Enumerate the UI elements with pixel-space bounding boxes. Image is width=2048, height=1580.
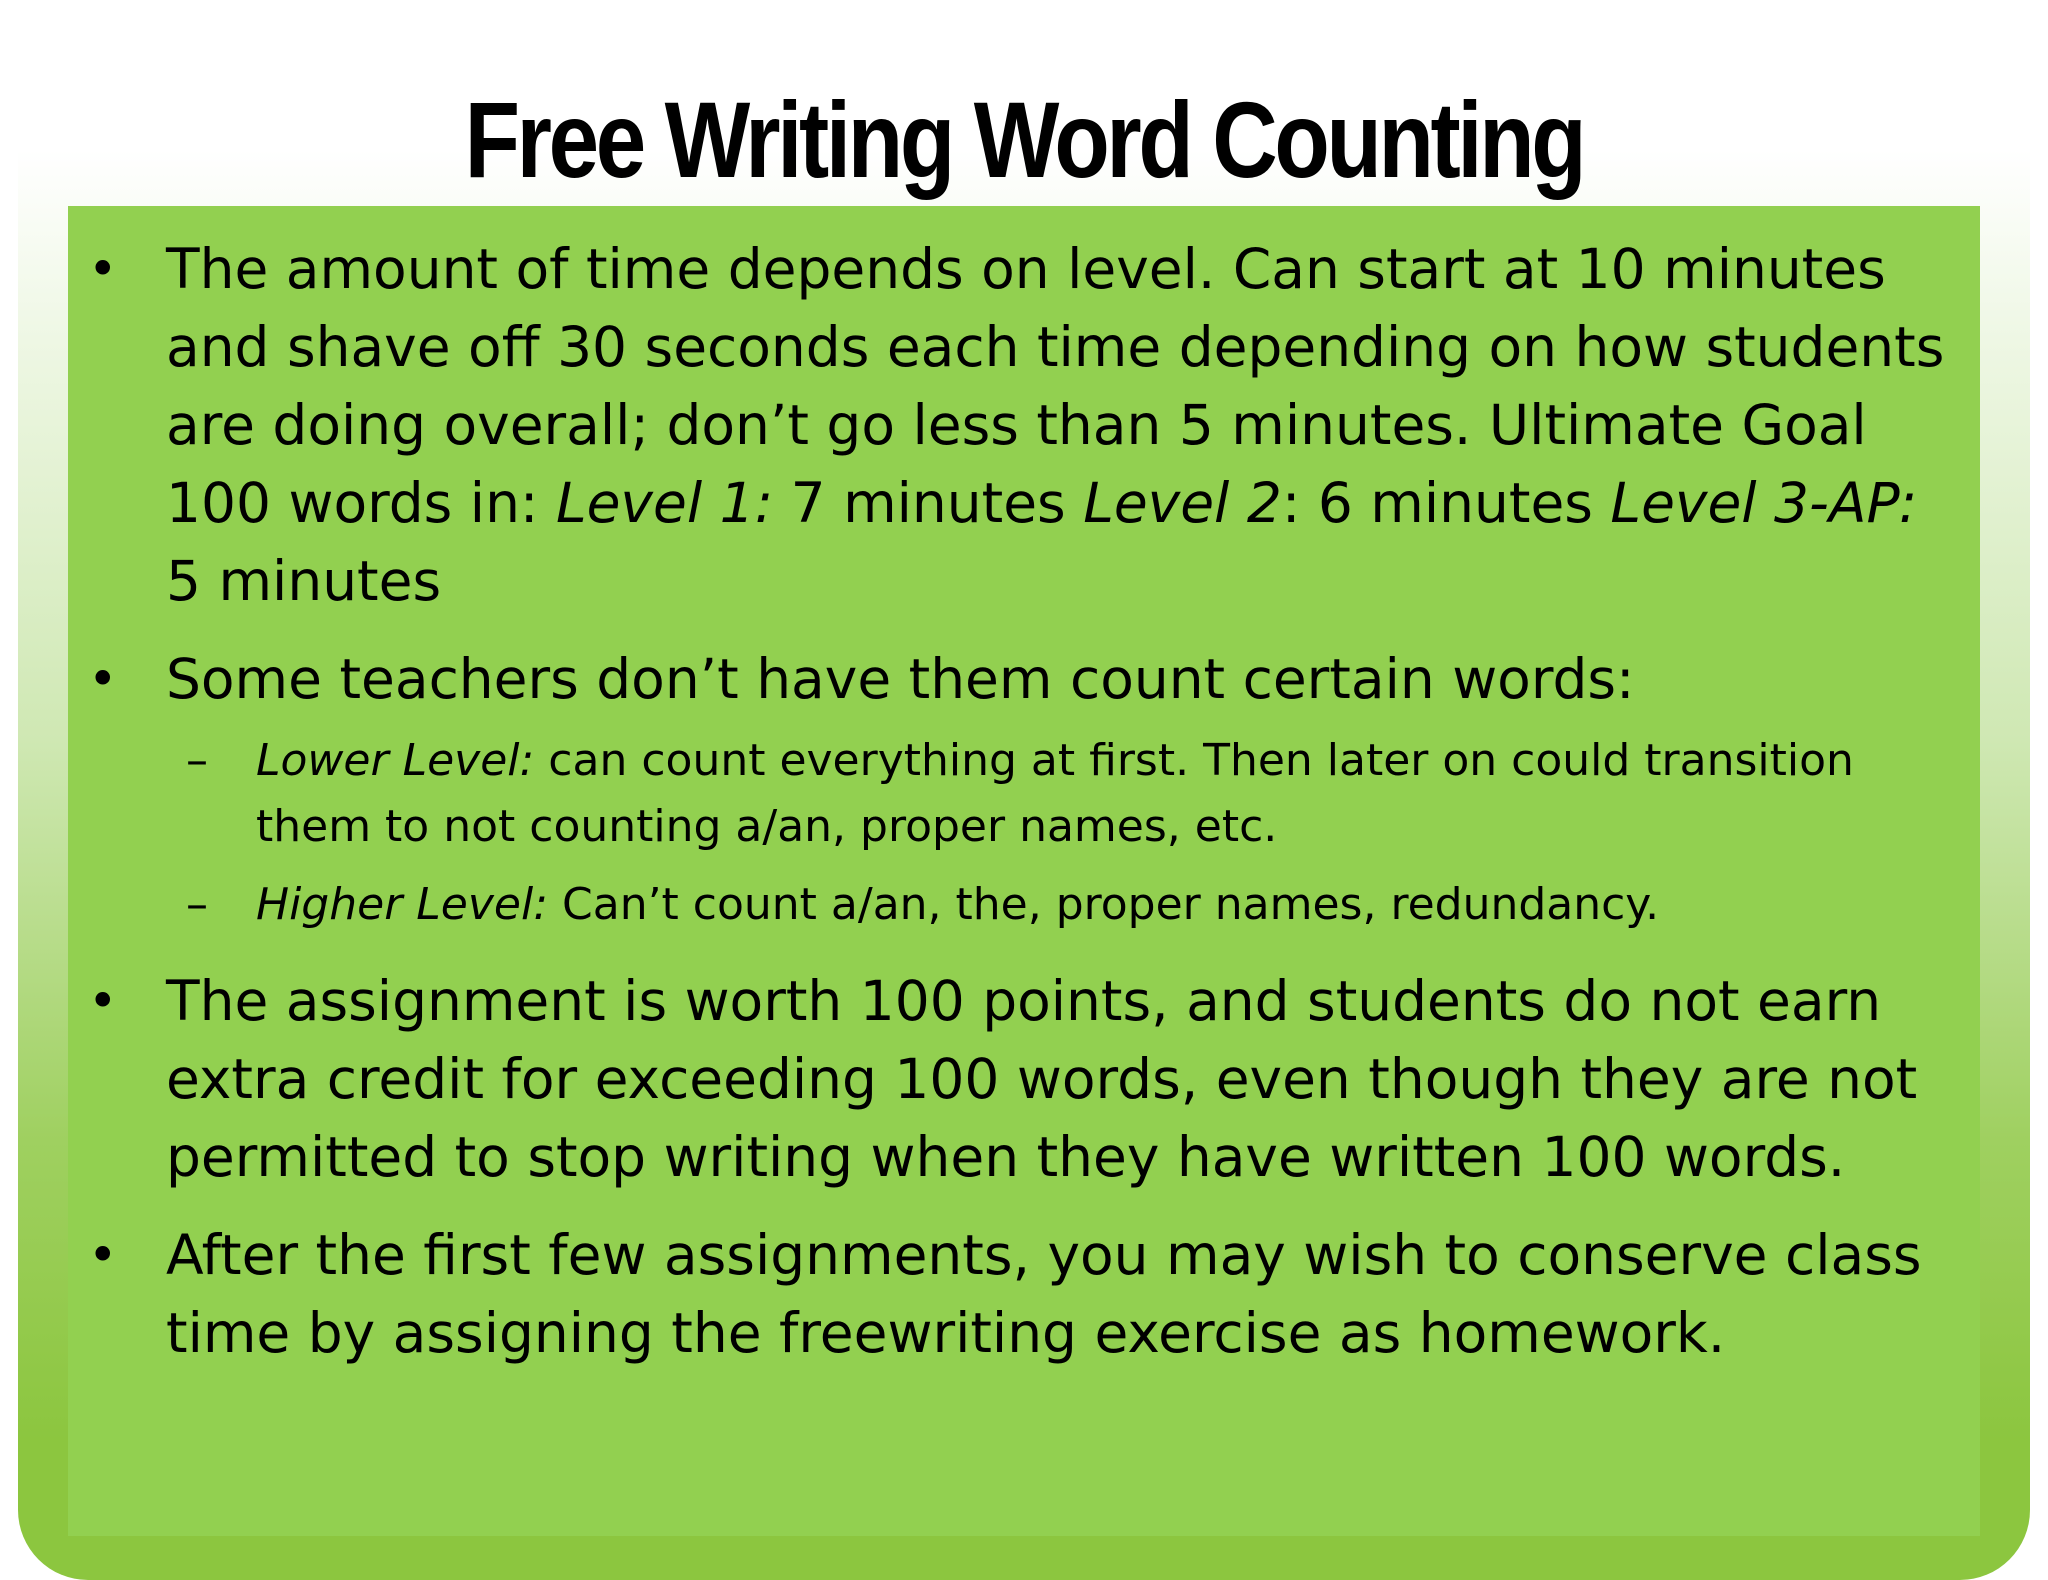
bullet-marker: • (88, 650, 118, 708)
sub-list (68, 728, 1980, 938)
level-3-label: Level 3-AP: (1610, 471, 1918, 535)
bullet-marker: • (88, 972, 118, 1030)
sub-item-lower-level (68, 728, 1980, 860)
bullet-text: 7 minutes (773, 471, 1084, 535)
bullet-text: : 6 minutes (1281, 471, 1611, 535)
bullet-item-homework (68, 1216, 1980, 1372)
slide-title: Free Writing Word Counting (464, 79, 1584, 200)
sub-marker: – (186, 735, 208, 786)
level-1-label: Level 1: (555, 471, 774, 535)
bullet-list (68, 230, 1980, 1392)
bullet-text: The assignment is worth 100 points, and students do not earn extra credit for exceeding 100 words, even though they are not permitted to stop writing when they have written 100 words. (166, 969, 1918, 1189)
bullet-marker: • (88, 1226, 118, 1284)
content-panel (68, 206, 1980, 1536)
bullet-item-count-words (68, 640, 1980, 718)
sub-item-higher-level (68, 872, 1980, 938)
bullet-item-points (68, 962, 1980, 1196)
bullet-marker: • (88, 240, 118, 298)
bullet-item-time (68, 230, 1980, 620)
sub-text: Can’t count a/an, the, proper names, redundancy. (548, 879, 1660, 930)
bullet-text: 5 minutes (166, 549, 442, 613)
sub-label: Lower Level: (256, 735, 535, 786)
bullet-text: Some teachers don’t have them count certain words: (166, 647, 1635, 711)
bullet-text: After the first few assignments, you may wish to conserve class time by assigning the freewriting exercise as homework. (166, 1223, 1922, 1365)
level-2-label: Level 2 (1083, 471, 1282, 535)
bullet-text: The amount of time depends on level. Can start at 10 minutes and shave off 30 seconds each time depending on how students are doing overall; don’t go less than 5 minutes. Ultimate Goal 100 words in: (166, 237, 1945, 535)
sub-label: Higher Level: (256, 879, 549, 930)
sub-marker: – (186, 879, 208, 930)
sub-text: can count everything at first. Then later on could transition them to not counting a/an, proper names, etc. (256, 735, 1854, 852)
